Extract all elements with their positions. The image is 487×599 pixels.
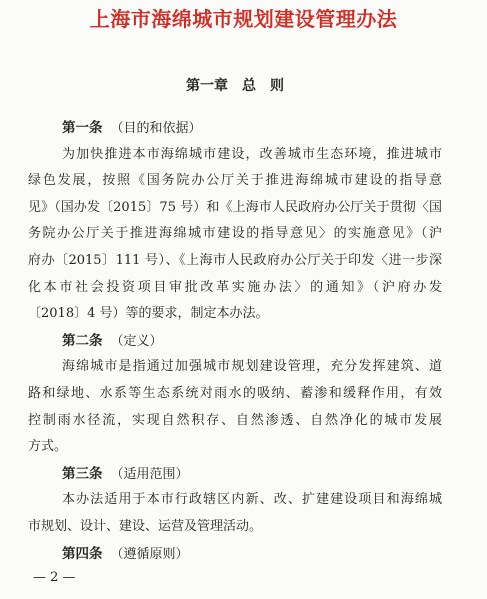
article-title: （遵循原则） [110, 546, 189, 562]
article-4-heading [62, 541, 442, 568]
document-title: 上海市海绵城市规划建设管理办法 [89, 7, 398, 31]
article-number: 第二条 [62, 332, 103, 349]
article-3-paragraph [28, 487, 442, 540]
article-2-paragraph [28, 354, 442, 460]
article-1-heading [62, 115, 442, 142]
paragraph-line: 海绵城市是指通过加强城市规划建设管理，充分发挥建筑、道 [62, 359, 442, 375]
paragraph-line: 方式。 [28, 439, 68, 455]
chapter-heading: 第一章 总 则 [186, 78, 284, 94]
paragraph-line: 路和绿地、水系等生态系统对雨水的吸纳、蓄渗和缓释作用，有效 [28, 385, 442, 401]
article-2-heading [62, 328, 442, 355]
paragraph-line: 府办〔2015〕111 号）、《上海市人民政府办公厅关于印发〈进一步深 [28, 252, 442, 268]
paragraph-line: 务院办公厅关于推进海绵城市建设的指导意见〉的实施意见》（沪 [28, 226, 442, 242]
article-1-paragraph [28, 142, 442, 328]
paragraph-line: 控制雨水径流，实现自然积存、自然渗透、自然净化的城市发展 [28, 412, 442, 428]
article-number: 第一条 [62, 120, 103, 136]
article-title: （适用范围） [110, 466, 189, 482]
paragraph-line: 〔2018〕4 号）等的要求，制定本办法。 [28, 306, 269, 322]
paragraph-line: 化本市社会投资项目审批改革实施办法〉的通知》（沪府办发 [28, 279, 442, 295]
article-number: 第四条 [62, 545, 103, 562]
document-body [28, 115, 442, 567]
paragraph-line: 见》（国办发〔2015〕75 号）和《上海市人民政府办公厅关于贯彻〈国 [28, 199, 442, 215]
article-title: （目的和依据） [110, 121, 202, 136]
paragraph-line: 绿色发展，按照《国务院办公厅关于推进海绵城市建设的指导意 [28, 173, 442, 189]
article-number: 第三条 [62, 465, 103, 482]
page-number: — 2 — [33, 570, 76, 585]
article-3-heading [62, 461, 442, 488]
paragraph-line: 市规划、设计、建设、运营及管理活动。 [28, 518, 263, 534]
paragraph-line: 本办法适用于本市行政辖区内新、改、扩建建设项目和海绵城 [62, 492, 442, 508]
article-title: （定义） [110, 333, 163, 349]
paragraph-line: 为加快推进本市海绵城市建设，改善城市生态环境，推进城市 [62, 146, 442, 162]
